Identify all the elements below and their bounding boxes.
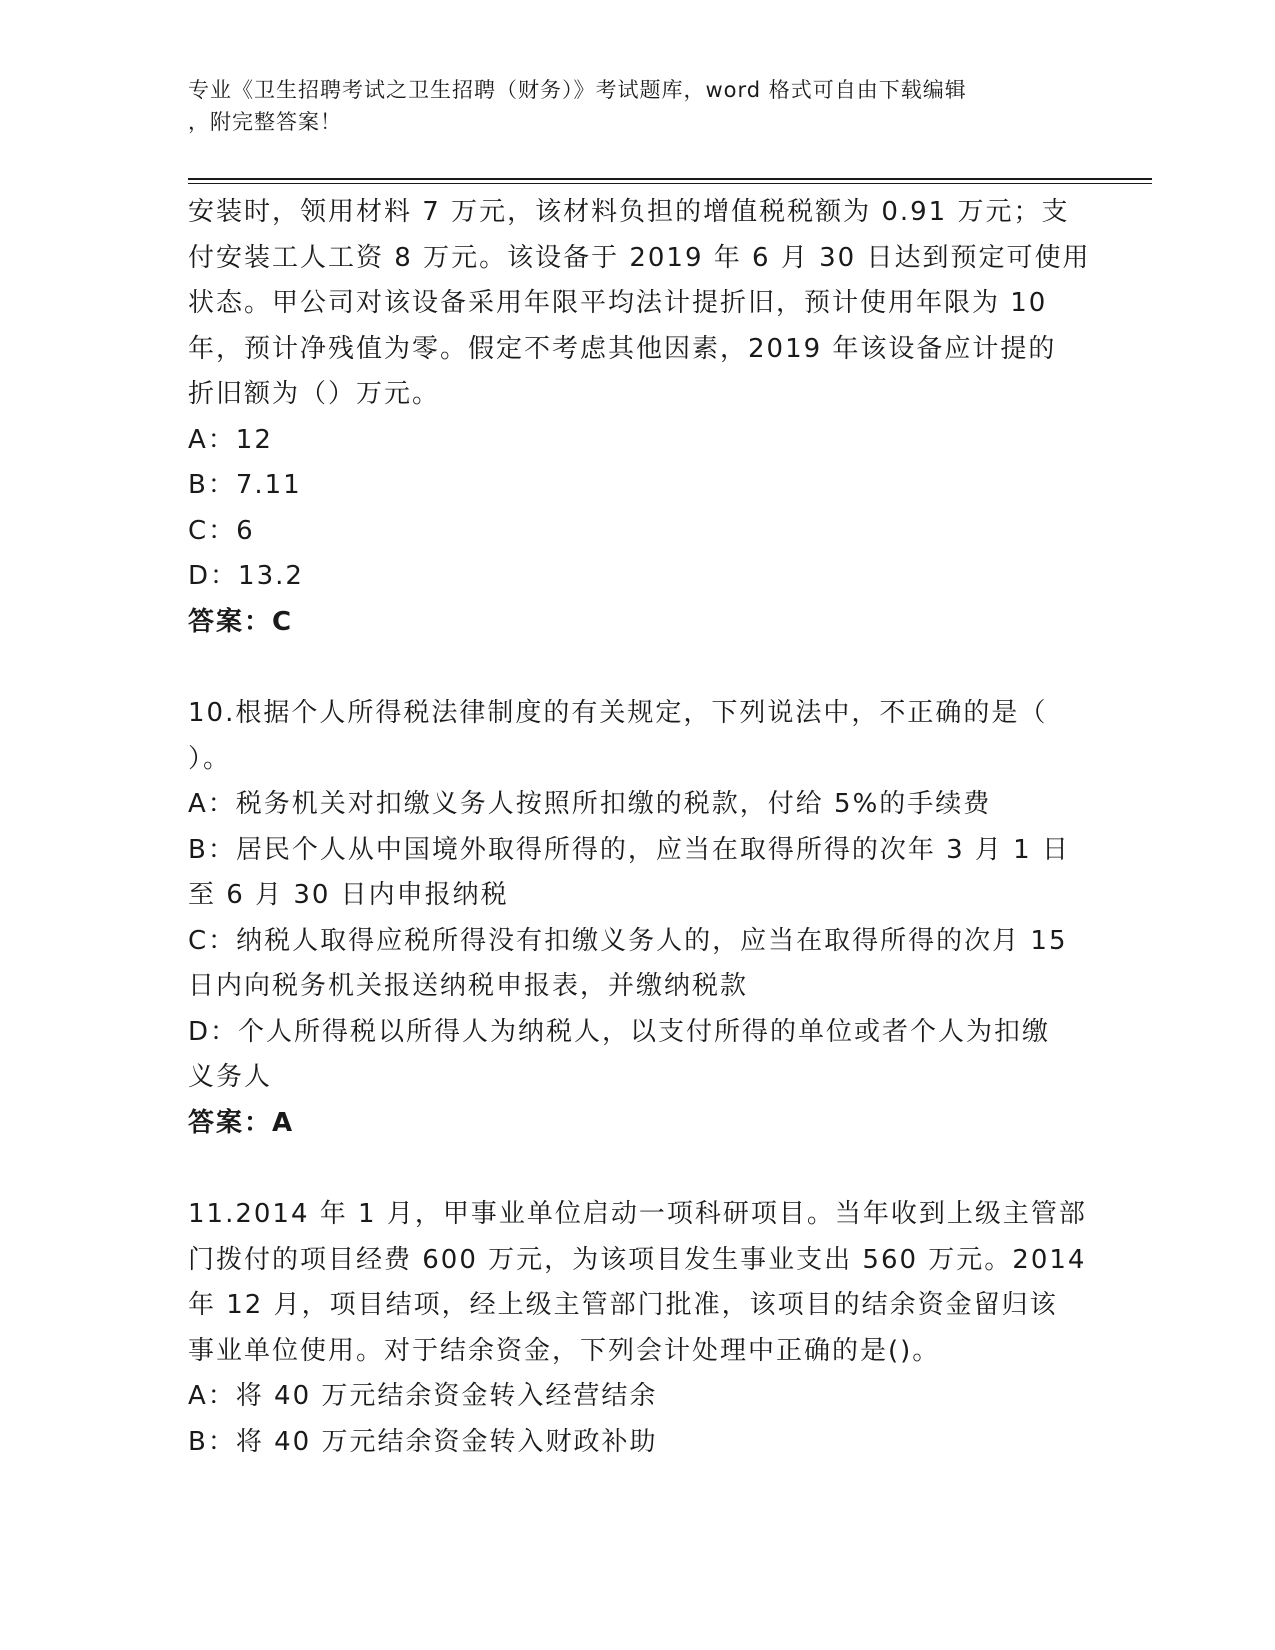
question-9-stem-line: 状态。甲公司对该设备采用年限平均法计提折旧，预计使用年限为 10 xyxy=(188,288,1048,318)
page-header xyxy=(188,74,1088,138)
question-11 xyxy=(188,1192,1088,1465)
question-9 xyxy=(188,190,1091,645)
question-9-option-c: C：6 xyxy=(188,515,255,546)
question-11-stem-line: 门拨付的项目经费 600 万元，为该项目发生事业支出 560 万元。2014 xyxy=(188,1244,1087,1275)
question-9-answer: 答案：C xyxy=(188,606,294,637)
header-rule-thick xyxy=(188,178,1152,180)
question-11-option-a: A：将 40 万元结余资金转入经营结余 xyxy=(188,1381,658,1411)
question-10-option-c: C：纳税人取得应税所得没有扣缴义务人的，应当在取得所得的次月 15 xyxy=(188,925,1068,956)
question-9-stem-line: 折旧额为（）万元。 xyxy=(188,379,441,409)
question-10-answer: 答案：A xyxy=(188,1107,295,1138)
question-9-option-d: D：13.2 xyxy=(188,561,304,591)
header-line-2: ，附完整答案！ xyxy=(188,110,342,134)
question-11-option-b: B：将 40 万元结余资金转入财政补助 xyxy=(188,1426,658,1457)
question-9-option-a: A：12 xyxy=(188,424,273,455)
question-11-stem-line: 11.2014 年 1 月，甲事业单位启动一项科研项目。当年收到上级主管部 xyxy=(188,1199,1087,1229)
question-10-option-b: B：居民个人从中国境外取得所得的，应当在取得所得的次年 3 月 1 日 xyxy=(188,834,1070,865)
question-9-option-b: B：7.11 xyxy=(188,470,302,500)
question-10-option-d: D：个人所得税以所得人为纳税人，以支付所得的单位或者个人为扣缴 xyxy=(188,1016,1051,1047)
question-10-option-c-cont: 日内向税务机关报送纳税申报表，并缴纳税款 xyxy=(188,971,749,1001)
question-9-stem-line: 年，预计净残值为零。假定不考虑其他因素，2019 年该设备应计提的 xyxy=(188,333,1057,364)
question-11-stem-line: 年 12 月，项目结项，经上级主管部门批准，该项目的结余资金留归该 xyxy=(188,1290,1058,1320)
header-rule-thin xyxy=(188,183,1152,184)
spacer xyxy=(188,1146,1088,1192)
question-content xyxy=(188,190,1091,1465)
question-9-stem-line: 付安装工人工资 8 万元。该设备于 2019 年 6 月 30 日达到预定可使用 xyxy=(188,242,1091,273)
header-line-1: 专业《卫生招聘考试之卫生招聘（财务）》考试题库，word 格式可自由下载编辑 xyxy=(188,78,967,102)
question-10-option-a: A：税务机关对扣缴义务人按照所扣缴的税款，付给 5%的手续费 xyxy=(188,789,992,819)
spacer xyxy=(188,645,1088,691)
question-11-stem-line: 事业单位使用。对于结余资金，下列会计处理中正确的是()。 xyxy=(188,1335,941,1366)
question-9-stem-line: 安装时，领用材料 7 万元，该材料负担的增值税税额为 0.91 万元；支 xyxy=(188,197,1070,227)
question-10-option-d-cont: 义务人 xyxy=(188,1062,273,1092)
question-10 xyxy=(188,691,1088,1146)
question-10-stem-line: ）。 xyxy=(188,743,232,774)
question-10-stem-line: 10.根据个人所得税法律制度的有关规定，下列说法中，不正确的是（ xyxy=(188,698,1048,728)
question-10-option-b-cont: 至 6 月 30 日内申报纳税 xyxy=(188,880,509,910)
